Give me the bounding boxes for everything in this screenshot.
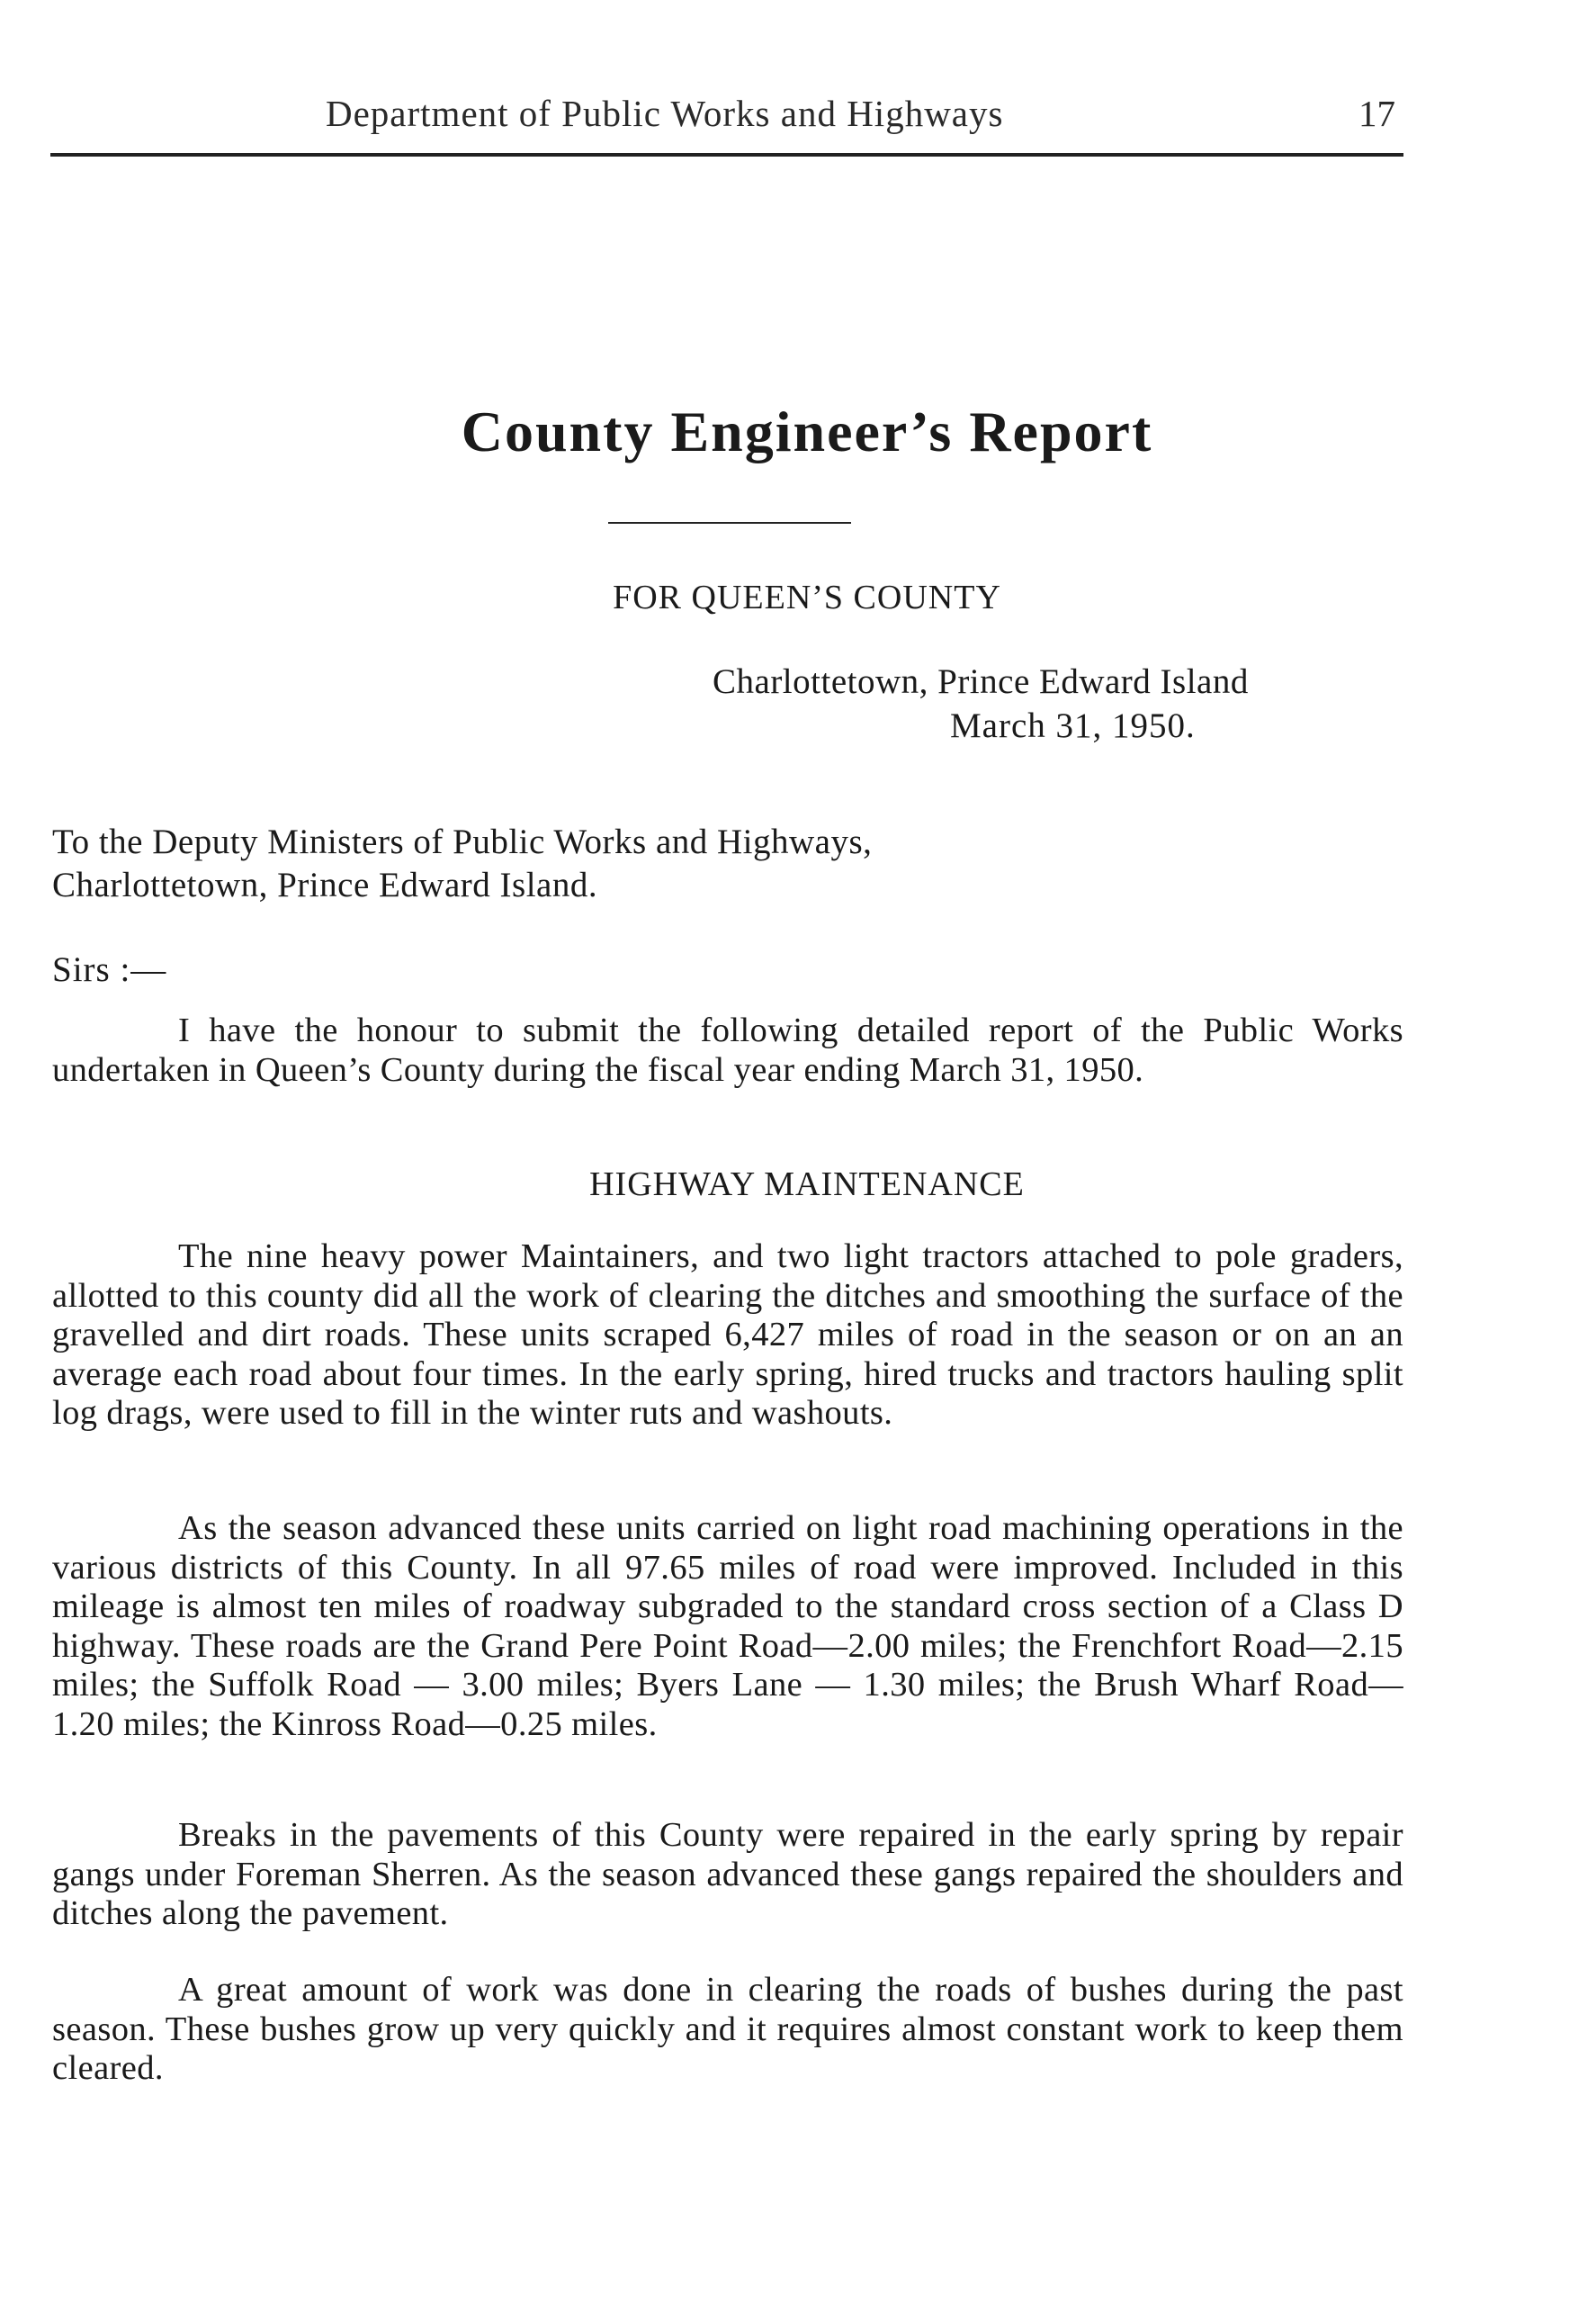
body-paragraph: As the season advanced these units carried on light road machining operations in the various districts of this County. In all 97.65 miles of road were improved. Included in this mileage is almost ten miles of roadway subgraded to the standard cross section of a Class D highway. These roads are the Grand Pere Point Road—2.00 miles; the Frenchfort Road—2.15 miles; the Suffolk Road — 3.00 miles; Byers Lane — 1.30 miles; the Brush Wharf Road—1.20 miles; the Kinross Road—0.25 miles. — [52, 1509, 1403, 1743]
running-header-title: Department of Public Works and Highways — [326, 93, 1004, 134]
page-number: 17 — [1358, 93, 1395, 134]
report-subtitle: FOR QUEEN’S COUNTY — [613, 579, 1001, 616]
dateline-place: Charlottetown, Prince Edward Island — [713, 662, 1249, 701]
addressee-block — [52, 821, 872, 907]
intro-paragraph: I have the honour to submit the following detailed report of the Public Works undertaken in Queen’s County during the fiscal year ending March 31, 1950. — [52, 1012, 1403, 1089]
section-heading: HIGHWAY MAINTENANCE — [589, 1165, 1025, 1203]
title-rule — [608, 522, 851, 524]
header-rule — [50, 153, 1403, 157]
body-paragraph: The nine heavy power Maintainers, and two light tractors attached to pole graders, allotted to this county did all the work of clearing the ditches and smoothing the surface of the gravelled and dirt roads. These units scraped 6,427 miles of road in the season or on an an average each road about four times. In the early spring, hired trucks and tractors hauling split log drags, were used to fill in the winter ruts and washouts. — [52, 1237, 1403, 1432]
body-paragraph: Breaks in the pavements of this County were repaired in the early spring by repair gangs under Foreman Sherren. As the season advanced these gangs repaired the shoulders and ditches along the pavement. — [52, 1816, 1403, 1932]
salutation: Sirs :— — [52, 950, 167, 989]
report-title: County Engineer’s Report — [461, 400, 1153, 463]
addressee-line: To the Deputy Ministers of Public Works and Highways, — [52, 823, 873, 861]
body-paragraph: A great amount of work was done in clearing the roads of bushes during the past season. These bushes grow up very quickly and it requires almost constant work to keep them cleared. — [52, 1971, 1403, 2087]
dateline-date: March 31, 1950. — [950, 706, 1196, 745]
addressee-line: Charlottetown, Prince Edward Island. — [52, 866, 598, 904]
